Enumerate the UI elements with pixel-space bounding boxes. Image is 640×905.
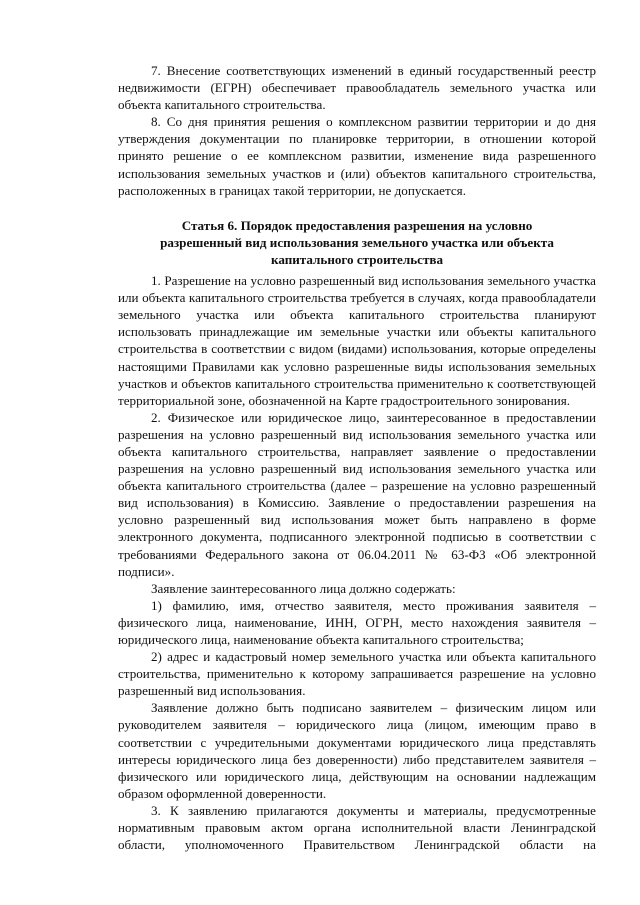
document-page: [118, 62, 596, 853]
application-item-2: 2) адрес и кадастровый номер земельного участка или объекта капитального строительства, применительно к которому запрашивается разрешение на условно разрешенный вид использования.: [118, 649, 596, 699]
paragraph-2: 2. Физическое или юридическое лицо, заинтересованное в предоставлении разрешения на условно разрешенный вид использования земельного участка или объекта капитального строительства, направляет заявление о предоставлении разрешения на условно разрешенный вид использования земельного участка или объекта капитального строительства (далее – разрешение на условно разрешенный вид использования) в Комиссию. Заявление о предоставлении разрешения на условно разрешенный вид использования может быть направлено в форме электронного документа, подписанного электронной подписью в соответствии с требованиями Федерального закона от 06.04.2011 № 63-ФЗ «Об электронной подписи».: [118, 409, 596, 579]
paragraph-3: 3. К заявлению прилагаются документы и материалы, предусмотренные нормативным правовым актом органа исполнительной власти Ленинградской области, уполномоченного Правительством Ленинградской области на: [118, 802, 596, 853]
article-title: Статья 6. Порядок предоставления разрешения на условно разрешенный вид использования земельного участка или объекта капитального строительства: [160, 217, 554, 267]
application-content-intro: Заявление заинтересованного лица должно содержать:: [151, 580, 456, 596]
paragraph-7: 7. Внесение соответствующих изменений в единый государственный реестр недвижимости (ЕГРН) обеспечивает правообладатель земельного участка или объекта капитального строительства.: [118, 63, 596, 113]
signature-requirements: Заявление должно быть подписано заявителем – физическим лицом или руководителем заявителя – юридического лица (лицом, имеющим право в соответствии с учредительными документами юридического лица представлять интересы юридического лица без доверенности) либо представителем заявителя – физического или юридического лица, действующим на основании надлежащим образом оформленной доверенности.: [118, 700, 596, 801]
application-item-1: 1) фамилию, имя, отчество заявителя, место проживания заявителя – физического лица, наименование, ИНН, ОГРН, место нахождения заявителя – юридического лица, наименование объекта капитального строительства;: [118, 597, 596, 647]
paragraph-1: 1. Разрешение на условно разрешенный вид использования земельного участка или объекта капитального строительства требуется в случаях, когда правообладатели земельного участка или объекта капитального строительства планируют использовать принадлежащие им земельные участки или объекты капитального строительства в соответствии с видом (видами) использования, которые определены настоящими Правилами как условно разрешенные виды использования земельных участков и объектов капитального строительства применительно к соответствующей территориальной зоне, обозначенной на Карте градостроительного зонирования.: [118, 273, 596, 408]
paragraph-8: 8. Со дня принятия решения о комплексном развитии территории и до дня утверждения документации по планировке территории, в отношении которой принято решение о ее комплексном развитии, изменение вида разрешенного использования земельных участков и (или) объектов капитального строительства, расположенных в границах такой территории, не допускается.: [118, 114, 596, 198]
